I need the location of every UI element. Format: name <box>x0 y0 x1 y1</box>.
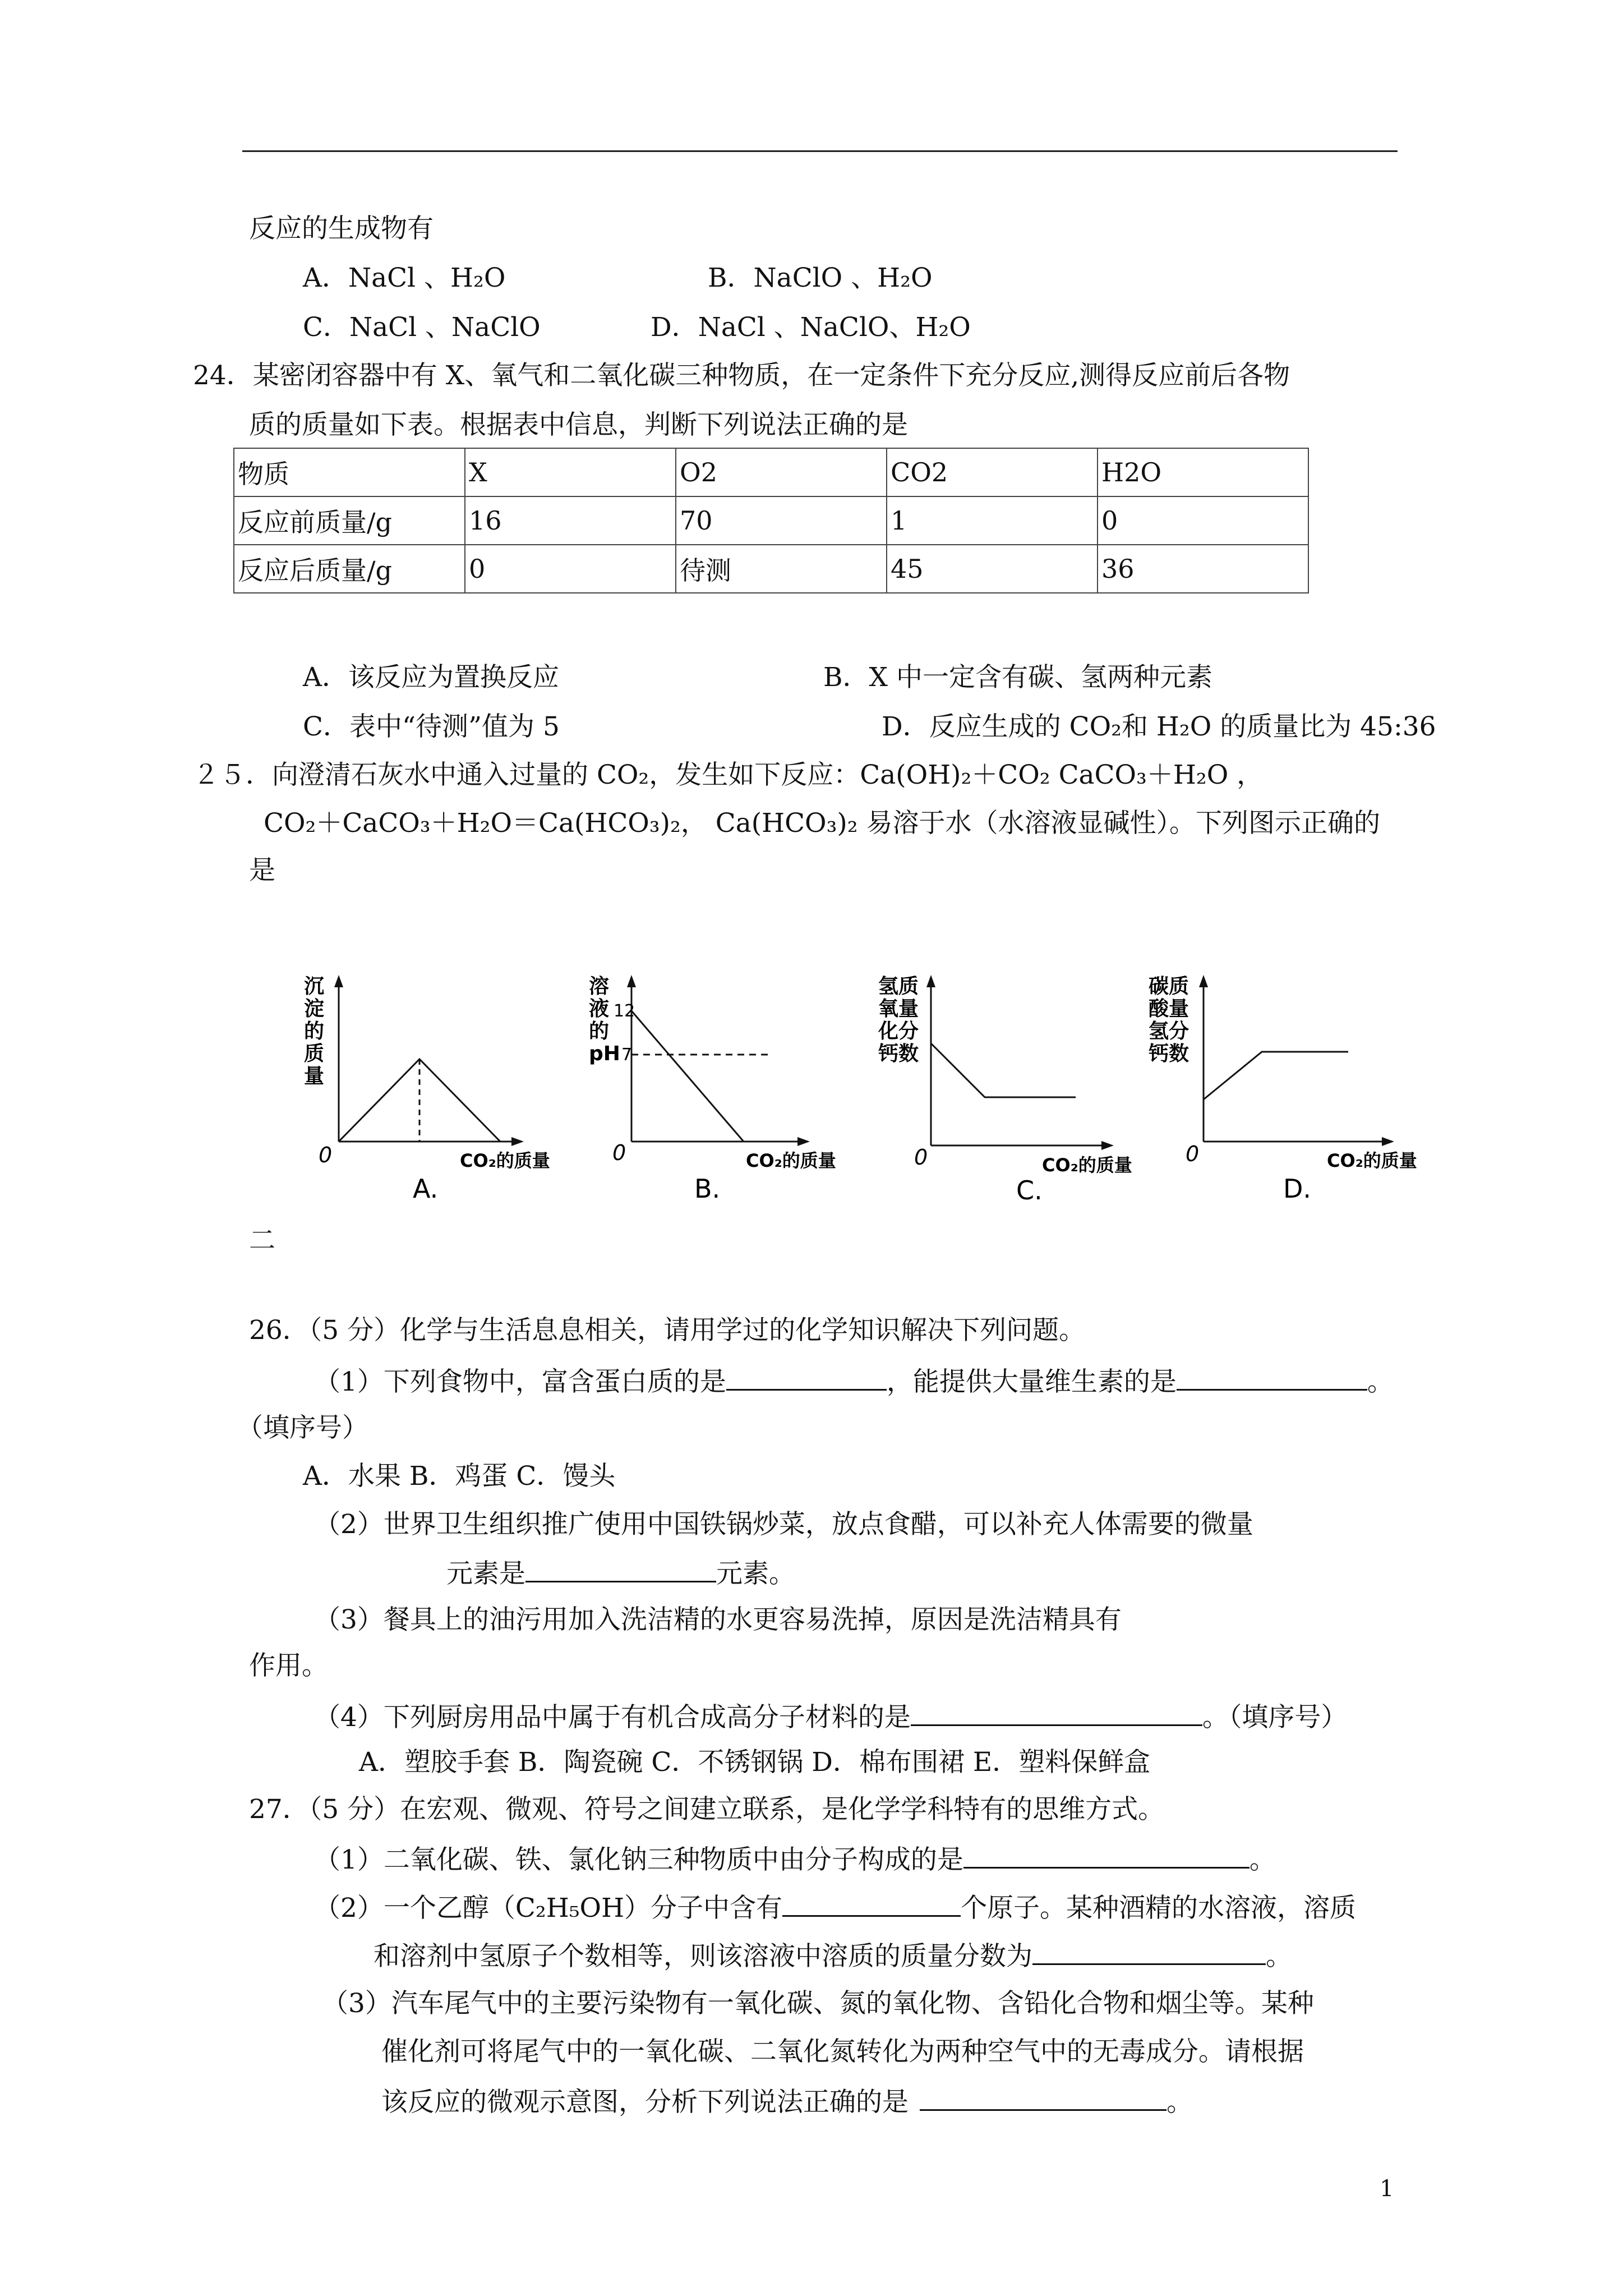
table-cell: 反应前质量/g <box>234 496 465 545</box>
graph-ylabel-char: 淀 <box>304 997 325 1020</box>
graph-ylabel-char: 氢 <box>878 975 899 998</box>
header-rule <box>242 150 1398 152</box>
answer-blank[interactable] <box>963 1842 1249 1869</box>
table-cell: 反应后质量/g <box>234 545 465 593</box>
q26-part3-line2: 作用。 <box>249 1650 328 1681</box>
q24-option-c: C．表中“待测”值为 5 <box>303 711 560 742</box>
q24-option-b: B．X 中一定含有碳、氢两种元素 <box>823 662 1212 693</box>
table-cell: 1 <box>887 496 1098 545</box>
graph-origin: 0 <box>319 1143 333 1167</box>
graph-ylabel-char: 量 <box>898 997 919 1020</box>
answer-blank[interactable] <box>1032 1939 1266 1965</box>
series-line <box>931 1043 1076 1097</box>
graph-ylabel-char: 氧 <box>878 997 899 1020</box>
answer-blank[interactable] <box>1177 1364 1367 1391</box>
table-cell: O2 <box>676 448 887 496</box>
graph-origin: 0 <box>612 1140 626 1165</box>
table-cell: 0 <box>465 545 676 593</box>
table-row <box>234 496 1308 545</box>
q27-part3-line1: （3）汽车尾气中的主要污染物有一氧化碳、氮的氧化物、含铅化合物和烟尘等。某种 <box>322 1988 1314 2019</box>
q23-option-c: C．NaCl 、NaClO <box>303 312 541 343</box>
q26-part3-line1: （3）餐具上的油污用加入洗洁精的水更容易洗掉，原因是洗洁精具有 <box>314 1604 1122 1635</box>
series-line <box>631 1011 744 1142</box>
graph-ylabel-char: 氢 <box>1149 1020 1169 1043</box>
graph-ylabel-char: 质 <box>304 1042 325 1065</box>
q24-option-a: A．该反应为置换反应 <box>303 662 559 693</box>
table-header-row <box>234 448 1308 496</box>
table-cell: 待测 <box>676 545 887 593</box>
q26-part4-options: A．塑胶手套 B．陶瓷碗 C．不锈钢锅 D．棉布围裙 E．塑料保鲜盒 <box>359 1747 1151 1778</box>
graph-ylabel-char: 分 <box>898 1020 919 1043</box>
y-axis-arrow <box>627 975 636 987</box>
q27-part2-line2: 和溶剂中氢原子个数相等，则该溶液中溶质的质量分数为 。 <box>374 1939 1292 1972</box>
q27-head: 27．（5 分）在宏观、微观、符号之间建立联系，是化学学科特有的思维方式。 <box>249 1794 1165 1825</box>
graph-ylabel-char: 数 <box>898 1042 919 1065</box>
graph-ylabel-char: 量 <box>1169 997 1189 1020</box>
q25-graph-c <box>864 970 1178 1217</box>
graph-ylabel-char: 钙 <box>1149 1042 1169 1065</box>
q26-part1-options: A．水果 B．鸡蛋 C．馒头 <box>303 1461 616 1492</box>
graph-ylabel-char: 的 <box>304 1020 325 1043</box>
graph-ylabel-char: 质 <box>1169 975 1189 998</box>
table-row <box>234 545 1308 593</box>
graph-ylabel-char: 化 <box>878 1020 899 1043</box>
table-cell: 70 <box>676 496 887 545</box>
table-cell: 45 <box>887 545 1098 593</box>
q26-part1: （1）下列食物中，富含蛋白质的是 ，能提供大量维生素的是 。 <box>314 1364 1394 1398</box>
q25-graph-d <box>1137 970 1451 1217</box>
y-axis-arrow <box>334 975 343 987</box>
graph-caption: C. <box>1016 1175 1043 1205</box>
answer-blank[interactable] <box>782 1890 961 1917</box>
graph-origin: 0 <box>914 1145 928 1170</box>
y-axis-arrow <box>926 975 935 987</box>
answer-blank[interactable] <box>920 2085 1166 2111</box>
table-cell: CO2 <box>887 448 1098 496</box>
table-cell: 0 <box>1098 496 1308 545</box>
q27-part2-line1: （2）一个乙醇（C₂H₅OH）分子中含有 个原子。某种酒精的水溶液，溶质 <box>314 1890 1356 1924</box>
graph-ylabel-char: 量 <box>304 1065 325 1088</box>
q25-line3: 是 <box>249 855 275 886</box>
table-cell: H2O <box>1098 448 1308 496</box>
graph-xlabel: CO₂的质量 <box>1042 1154 1132 1176</box>
y-axis-arrow <box>1199 975 1208 987</box>
tick-label-7: 7 <box>621 1045 633 1065</box>
graph-xlabel: CO₂的质量 <box>1327 1150 1417 1171</box>
q23-option-d: D．NaCl 、NaClO、H₂O <box>651 312 971 343</box>
graph-ylabel-char: 分 <box>1169 1020 1189 1043</box>
answer-blank[interactable] <box>726 1364 887 1391</box>
page-number: 1 <box>1380 2176 1394 2202</box>
q24-stem-line2: 质的质量如下表。根据表中信息，判断下列说法正确的是 <box>249 409 908 440</box>
graph-xlabel: CO₂的质量 <box>746 1150 836 1171</box>
q26-part4: （4）下列厨房用品中属于有机合成高分子材料的是 。（填序号） <box>314 1700 1347 1733</box>
q26-part1-note: （填序号） <box>237 1412 368 1443</box>
graph-ylabel-char: 溶 <box>589 975 610 998</box>
x-axis-arrow <box>1382 1137 1394 1146</box>
section-two-heading: 二 <box>249 1225 275 1256</box>
q23-tail-line: 反应的生成物有 <box>249 213 434 244</box>
answer-blank[interactable] <box>525 1556 716 1582</box>
q27-part3-line3: 该反应的微观示意图，分析下列说法正确的是 。 <box>381 2085 1193 2118</box>
graph-caption: B. <box>694 1174 721 1204</box>
q23-option-b: B．NaClO 、H₂O <box>708 263 933 293</box>
graph-ylabel-char: 碳 <box>1149 975 1169 998</box>
q27-part1: （1）二氧化碳、铁、氯化钠三种物质中由分子构成的是 。 <box>314 1842 1276 1876</box>
q26-part2-line1: （2）世界卫生组织推广使用中国铁锅炒菜，放点食醋，可以补充人体需要的微量 <box>314 1509 1253 1540</box>
x-axis-arrow <box>511 1137 524 1146</box>
graph-ylabel-char: 钙 <box>878 1042 899 1065</box>
q27-part3-line2: 催化剂可将尾气中的一氧化碳、二氧化氮转化为两种空气中的无毒成分。请根据 <box>381 2036 1304 2067</box>
graph-origin: 0 <box>1186 1142 1200 1166</box>
tick-label-12: 12 <box>614 1001 635 1021</box>
graph-caption: D. <box>1283 1174 1312 1204</box>
answer-blank[interactable] <box>911 1700 1202 1726</box>
table-cell: 36 <box>1098 545 1308 593</box>
q24-option-d: D．反应生成的 CO₂和 H₂O 的质量比为 45:36 <box>882 711 1436 742</box>
q25-graph-b <box>578 970 892 1217</box>
q25-graph-a <box>292 970 606 1217</box>
graph-ylabel-char: pH <box>589 1042 620 1065</box>
q24-mass-table <box>233 448 1309 593</box>
table-cell: X <box>465 448 676 496</box>
graph-ylabel-char: 液 <box>589 997 610 1020</box>
graph-xlabel: CO₂的质量 <box>460 1150 550 1171</box>
x-axis-arrow <box>1101 1141 1114 1150</box>
table-cell: 物质 <box>234 448 465 496</box>
graph-caption: A. <box>413 1174 439 1204</box>
q25-line1: ２５．向澄清石灰水中通入过量的 CO₂，发生如下反应：Ca(OH)₂＋CO₂ CaCO₃＋H₂O ， <box>193 760 1264 790</box>
graph-ylabel-char: 数 <box>1169 1042 1189 1065</box>
series-line <box>1204 1052 1348 1099</box>
x-axis-arrow <box>797 1137 810 1146</box>
graph-ylabel-char: 质 <box>898 975 919 998</box>
graph-ylabel-char: 的 <box>589 1020 610 1043</box>
q26-part2-line2: 元素是 元素。 <box>446 1556 795 1590</box>
graph-ylabel-char: 酸 <box>1149 997 1169 1020</box>
q23-option-a: A．NaCl 、H₂O <box>303 263 506 293</box>
graph-ylabel-char: 沉 <box>304 975 325 998</box>
q24-stem-line1: 24．某密闭容器中有 X、氧气和二氧化碳三种物质，在一定条件下充分反应,测得反应前后各物 <box>193 360 1290 391</box>
q25-line2: CO₂＋CaCO₃＋H₂O＝Ca(HCO₃)₂， Ca(HCO₃)₂ 易溶于水（水溶液显碱性）。下列图示正确的 <box>264 808 1381 839</box>
q26-head: 26．（5 分）化学与生活息息相关，请用学过的化学知识解决下列问题。 <box>249 1315 1086 1346</box>
table-cell: 16 <box>465 496 676 545</box>
